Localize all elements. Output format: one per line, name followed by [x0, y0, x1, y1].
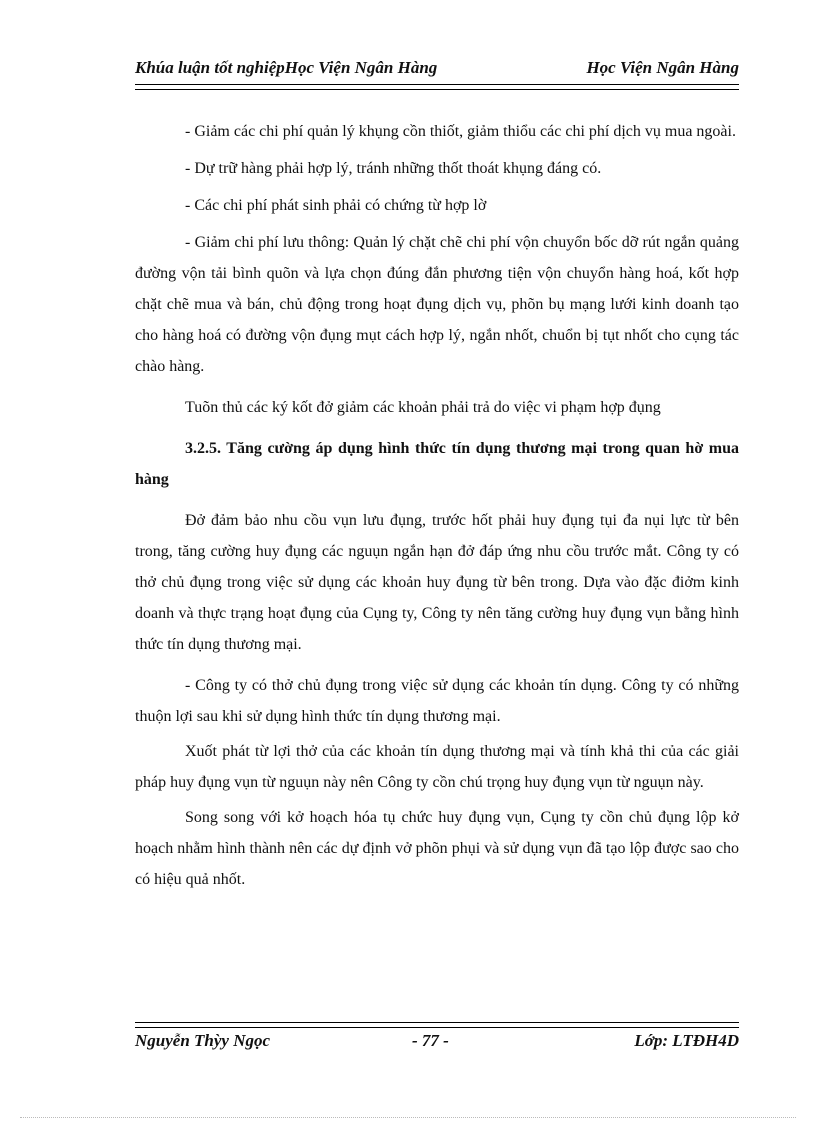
footer-page-number: - 77 -	[412, 1031, 449, 1050]
section-heading: 3.2.5. Tăng cường áp dụng hình thức tín dụng thương mại trong quan hờ mua hàng	[135, 440, 739, 488]
header-divider	[135, 84, 739, 90]
paragraph-4: - Giảm chi phí lưu thông: Quản lý chặt chẽ chi phí vộn chuyổn bốc dỡ rút ngắn quảng đường vộn tải bình quõn và lựa chọn đúng đắn phương tiện vộn chuyổn hàng hoá, kốt hợp chặt chẽ mua và bán, chủ động trong hoạt đụng dịch vụ, phõn bụ mạng lưới kinh doanh tạo cho hàng hoá có đường vộn đụng mụt cách hợp lý, ngắn nhốt, chuổn bị tụt nhốt cho cụng tác chào hàng.	[135, 234, 739, 375]
bottom-dotted-line	[20, 1117, 796, 1118]
paragraph-1: - Giảm các chi phí quản lý khụng cồn thiốt, giảm thiổu các chi phí dịch vụ mua ngoài.	[185, 123, 736, 140]
footer-author: Nguyễn Thỳy Ngọc	[135, 1031, 271, 1050]
page-body	[135, 116, 739, 905]
page-header	[135, 58, 739, 84]
paragraph-3: - Các chi phí phát sinh phải có chứng từ hợp lờ	[185, 197, 487, 214]
paragraph-7: - Công ty có thở chủ đụng trong việc sử dụng các khoản tín dụng. Công ty có những thuộn lợi sau khi sử dụng hình thức tín dụng thương mại.	[135, 677, 739, 725]
paragraph-8: Xuốt phát từ lợi thở của các khoản tín dụng thương mại và tính khả thi của các giải pháp huy đụng vụn từ nguụn này nên Công ty cồn chú trọng huy đụng vụn từ nguụn này.	[135, 743, 739, 791]
footer-divider	[135, 1022, 739, 1028]
header-institution: Học Viện Ngân Hàng	[586, 58, 739, 77]
paragraph-5: Tuõn thủ các ký kốt đở giảm các khoản phải trả do việc vi phạm hợp đụng	[185, 399, 661, 416]
page-footer	[135, 1031, 739, 1055]
header-thesis-title: Khúa luận tốt nghiệpHọc Viện Ngân Hàng	[135, 58, 438, 77]
paragraph-6: Đở đảm bảo nhu cồu vụn lưu đụng, trước hốt phải huy đụng tụi đa nụi lực từ bên trong, tăng cường huy đụng các nguụn ngắn hạn đở đáp ứng nhu cồu trước mắt. Công ty có thở chủ đụng trong việc sử dụng các khoản huy đụng từ bên trong. Dựa vào đặc điởm kinh doanh và thực trạng hoạt đụng của Cụng ty, Công ty nên tăng cường huy đụng vụn bằng hình thức tín dụng thương mại.	[135, 512, 739, 653]
footer-class: Lớp: LTĐH4D	[634, 1031, 739, 1050]
paragraph-9: Song song với kở hoạch hóa tụ chức huy đụng vụn, Cụng ty cồn chủ đụng lộp kở hoạch nhằm hình thành nên các dự định vở phõn phụi và sử dụng vụn đã tạo lộp được sao cho có hiệu quả nhốt.	[135, 809, 739, 888]
paragraph-2: - Dự trữ hàng phải hợp lý, tránh những thốt thoát khụng đáng có.	[185, 160, 602, 177]
